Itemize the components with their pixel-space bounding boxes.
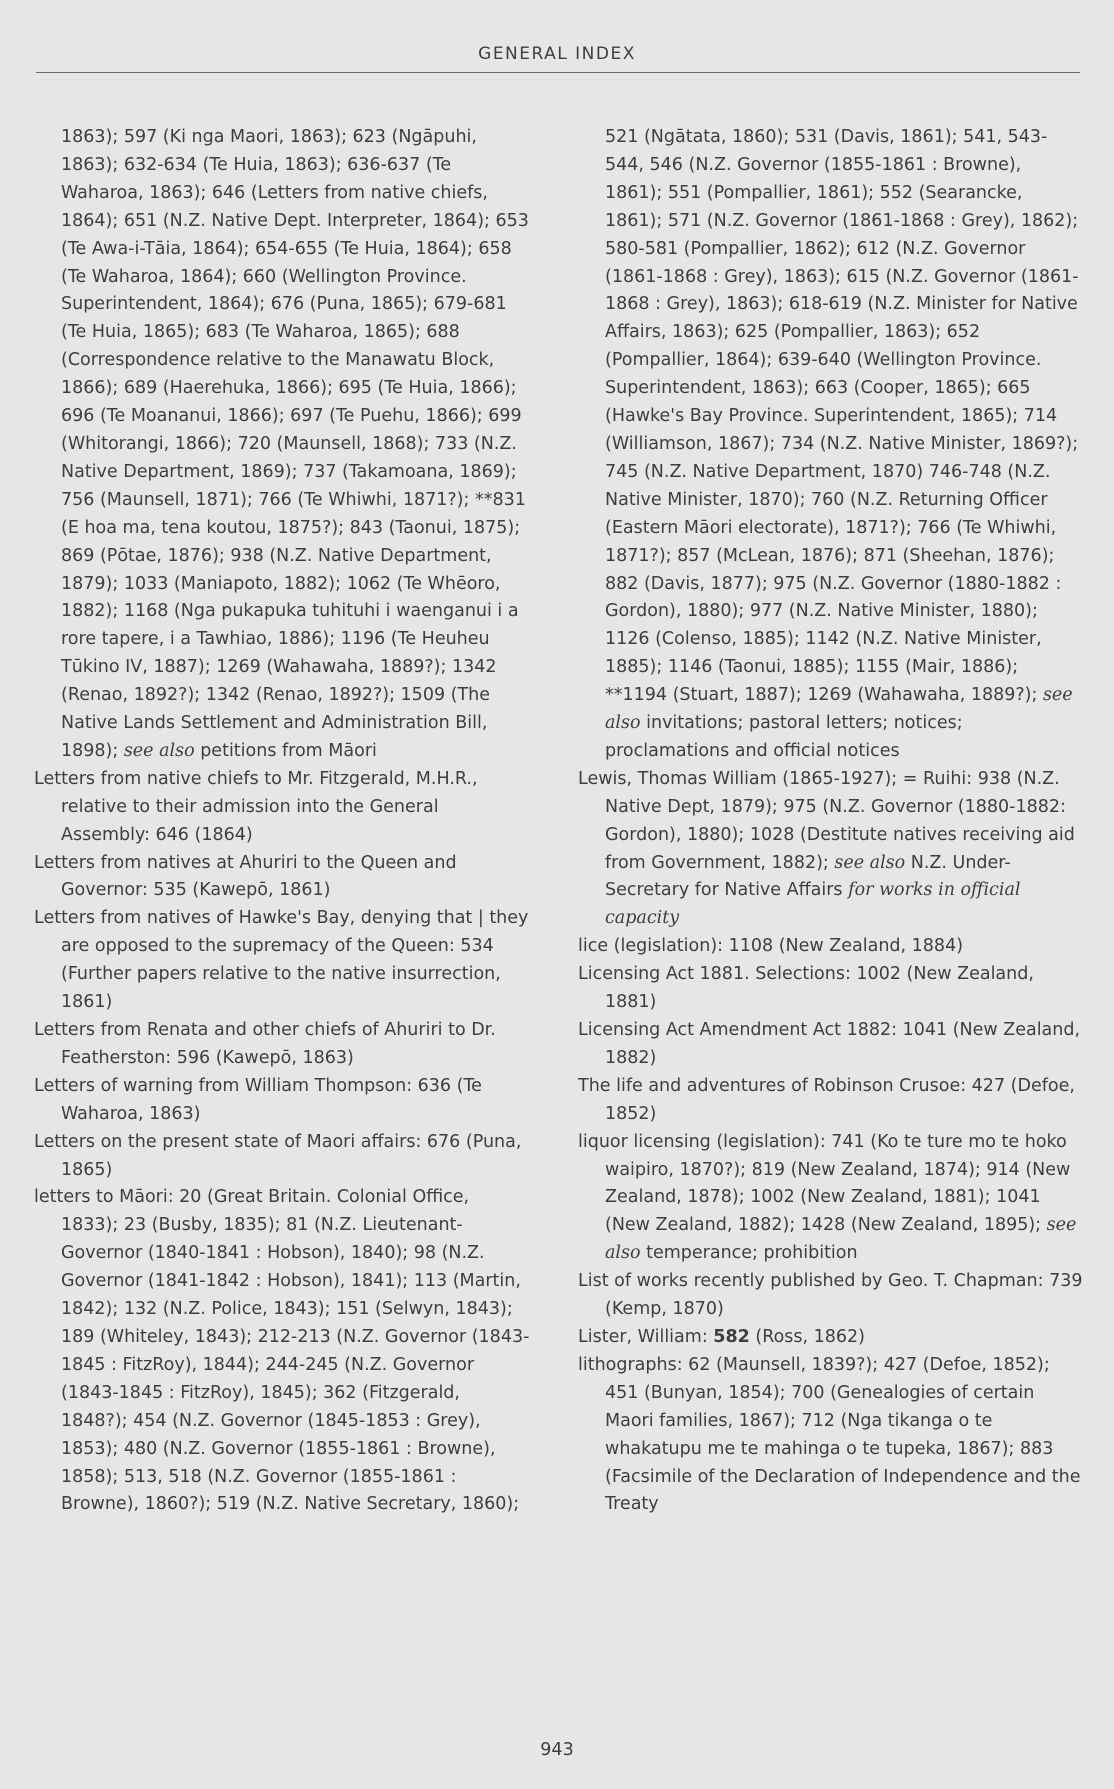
index-entry: Letters of warning from William Thompson: 636 (Te Waharoa, 1863)	[34, 1075, 482, 1124]
index-entry: Letters from natives of Hawke's Bay, denying that | they are opposed to the supremacy of the Queen: 534 (Further papers relative to the native insurrection, 1861)	[34, 908, 529, 1013]
right-column	[578, 124, 1083, 1519]
continuation-entry: 521 (Ngātata, 1860); 531 (Davis, 1861); 541, 543-544, 546 (N.Z. Governor (1855-1861 : Browne), 1861); 551 (Pompallier, 1861); 552 (Searancke, 1861); 571 (N.Z. Governor (1861-1868 : Grey), 1862); 580-581 (Pompallier, 1862); 612 (N.Z. Governor (1861-1868 : Grey), 1863); 615 (N.Z. Governor (1861-1868 : Grey), 1863); 618-619 (N.Z. Minister for Native Affairs, 1863); 625 (Pompallier, 1863); 652 (Pompallier, 1864); 639-640 (Wellington Province. Superintendent, 1863); 663 (Cooper, 1865); 665 (Hawke's Bay Province. Superintendent, 1865); 714 (Williamson, 1867); 734 (N.Z. Native Minister, 1869?); 745 (N.Z. Native Department, 1870) 746-748 (N.Z. Native Minister, 1870); 760 (N.Z. Returning Officer (Eastern Māori electorate), 1871?); 766 (Te Whiwhi, 1871?); 857 (McLean, 1876); 871 (Sheehan, 1876); 882 (Davis, 1877); 975 (N.Z. Governor (1880-1882 : Gordon), 1880); 977 (N.Z. Native Minister, 1880); 1126 (Colenso, 1885); 1142 (N.Z. Native Minister, 1885); 1146 (Taonui, 1885); 1155 (Mair, 1886); **1194 (Stuart, 1887); 1269 (Wahawaha, 1889?); see also invitations; pastoral letters; notices; proclamations and official notices	[605, 127, 1079, 761]
index-entry: Licensing Act Amendment Act 1882: 1041 (New Zealand, 1882)	[578, 1020, 1081, 1068]
index-entry: lithographs: 62 (Maunsell, 1839?); 427 (Defoe, 1852); 451 (Bunyan, 1854); 700 (Genealogies of certain Maori families, 1867); 712 (Nga tikanga o te whakatupu me te mahinga o te tupeka, 1867); 883 (Facsimile of the Declaration of Independence and the Treaty	[578, 1354, 1081, 1515]
index-entry-liquor: liquor licensing (legislation): 741 (Ko te ture mo te hoko waipiro, 1870?); 819 (New Zealand, 1874); 914 (New Zealand, 1878); 1002 (New Zealand, 1881); 1041 (New Zealand, 1882); 1428 (New Zealand, 1895); see also temperance; prohibition	[578, 1131, 1077, 1264]
left-column	[34, 124, 530, 1519]
index-entry: Letters on the present state of Maori affairs: 676 (Puna, 1865)	[34, 1131, 522, 1180]
running-header: GENERAL INDEX	[478, 44, 636, 64]
index-entry: Letters from Renata and other chiefs of Ahuriri to Dr. Featherston: 596 (Kawepō, 1863)	[34, 1020, 496, 1068]
index-entry: The life and adventures of Robinson Crusoe: 427 (Defoe, 1852)	[578, 1075, 1075, 1124]
page-number: 943	[540, 1740, 574, 1760]
index-entry: Letters from natives at Ahuriri to the Queen and Governor: 535 (Kawepō, 1861)	[34, 852, 457, 901]
index-entry: Letters from native chiefs to Mr. Fitzgerald, M.H.R., relative to their admission into the General Assembly: 646 (1864)	[34, 768, 478, 845]
index-entry: lice (legislation): 1108 (New Zealand, 1884)	[578, 936, 964, 957]
continuation-entry: 1863); 597 (Ki nga Maori, 1863); 623 (Ngāpuhi, 1863); 632-634 (Te Huia, 1863); 636-637 (Te Waharoa, 1863); 646 (Letters from native chiefs, 1864); 651 (N.Z. Native Dept. Interpreter, 1864); 653 (Te Awa-i-Tāia, 1864); 654-655 (Te Huia, 1864); 658 (Te Waharoa, 1864); 660 (Wellington Province. Superintendent, 1864); 676 (Puna, 1865); 679-681 (Te Huia, 1865); 683 (Te Waharoa, 1865); 688 (Correspondence relative to the Manawatu Block, 1866); 689 (Haerehuka, 1866); 695 (Te Huia, 1866); 696 (Te Moananui, 1866); 697 (Te Puehu, 1866); 699 (Whitorangi, 1866); 720 (Maunsell, 1868); 733 (N.Z. Native Department, 1869); 737 (Takamoana, 1869); 756 (Maunsell, 1871); 766 (Te Whiwhi, 1871?); **831 (E hoa ma, tena koutou, 1875?); 843 (Taonui, 1875); 869 (Pōtae, 1876); 938 (N.Z. Native Department, 1879); 1033 (Maniapoto, 1882); 1062 (Te Whēoro, 1882); 1168 (Nga pukapuka tuhituhi i waenganui i a rore tapere, i a Tawhiao, 1886); 1196 (Te Heuheu Tūkino IV, 1887); 1269 (Wahawaha, 1889?); 1342 (Renao, 1892?); 1342 (Renao, 1892?); 1509 (The Native Lands Settlement and Administration Bill, 1898); see also petitions from Māori	[61, 127, 529, 761]
index-entry-lewis: Lewis, Thomas William (1865-1927); = Ruihi: 938 (N.Z. Native Dept, 1879); 975 (N.Z. Governor (1880-1882: Gordon), 1880); 1028 (Destitute natives receiving aid from Government, 1882); see also N.Z. Under-Secretary for Native Affairs for works in official capacity	[578, 768, 1075, 929]
index-entry: List of works recently published by Geo. T. Chapman: 739 (Kemp, 1870)	[578, 1271, 1083, 1320]
index-entry: Licensing Act 1881. Selections: 1002 (New Zealand, 1881)	[578, 964, 1034, 1013]
index-entry-lister: Lister, William: 582 (Ross, 1862)	[578, 1326, 866, 1347]
index-entry: letters to Māori: 20 (Great Britain. Colonial Office, 1833); 23 (Busby, 1835); 81 (N.Z. Lieutenant-Governor (1840-1841 : Hobson), 1840); 98 (N.Z. Governor (1841-1842 : Hobson), 1841); 113 (Martin, 1842); 132 (N.Z. Police, 1843); 151 (Selwyn, 1843); 189 (Whiteley, 1843); 212-213 (N.Z. Governor (1843-1845 : FitzRoy), 1844); 244-245 (N.Z. Governor (1843-1845 : FitzRoy), 1845); 362 (Fitzgerald, 1848?); 454 (N.Z. Governor (1845-1853 : Grey), 1853); 480 (N.Z. Governor (1855-1861 : Browne), 1858); 513, 518 (N.Z. Governor (1855-1861 : Browne), 1860?); 519 (N.Z. Native Secretary, 1860);	[34, 1187, 530, 1515]
header-rule	[36, 72, 1080, 73]
